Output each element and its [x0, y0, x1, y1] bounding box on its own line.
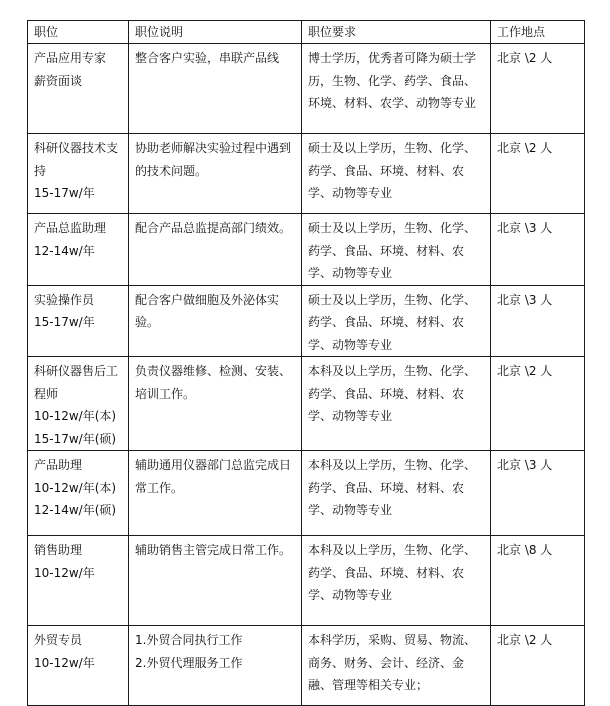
position-salary: 10-12w/年 [34, 565, 95, 580]
position-salary: 15-17w/年 [34, 186, 95, 200]
position-cell [28, 451, 129, 536]
position-title: 科研仪器技术支持 [34, 141, 119, 178]
header-description: 职位说明 [129, 21, 302, 44]
position-salary: 10-12w/年 [34, 655, 95, 670]
position-salary: 薪资面谈 [34, 73, 83, 88]
table-row [28, 357, 585, 451]
position-title: 外贸专员 [34, 633, 83, 647]
requirements-cell: 硕士及以上学历，生物、化学、药学、食品、环境、材料、农学、动物等专业 [302, 134, 491, 214]
position-salary: 15-17w/年(硕) [34, 431, 117, 446]
position-cell [28, 285, 129, 357]
position-title: 实验操作员 [34, 292, 95, 307]
description-item: 2.外贸代理服务工作 [135, 655, 243, 670]
description-item: 1.外贸合同执行工作 [135, 633, 243, 647]
table-row [28, 285, 585, 357]
requirements-cell: 硕士及以上学历，生物、化学、药学、食品、环境、材料、农学、动物等专业 [302, 214, 491, 286]
description-cell [129, 285, 302, 357]
description-cell [129, 134, 302, 214]
location-cell: 北京 \8 人 [491, 536, 585, 626]
description-text: 负责仪器维修、检测、安装、培训工作。 [135, 364, 292, 401]
header-requirements: 职位要求 [302, 21, 491, 44]
description-cell [129, 357, 302, 451]
position-title: 产品总监助理 [34, 221, 107, 235]
location-cell: 北京 \3 人 [491, 451, 585, 536]
position-title: 产品助理 [34, 458, 83, 472]
description-cell [129, 44, 302, 134]
position-cell [28, 357, 129, 451]
description-text: 配合客户做细胞及外泌体实验。 [135, 292, 280, 329]
location-cell: 北京 \3 人 [491, 285, 585, 357]
table-row [28, 451, 585, 536]
description-text: 整合客户实验，串联产品线 [135, 51, 280, 65]
location-cell: 北京 \3 人 [491, 214, 585, 286]
table-row [28, 214, 585, 286]
description-cell [129, 214, 302, 286]
requirements-cell: 本科及以上学历，生物、化学、药学、食品、环境、材料、农学、动物等专业 [302, 357, 491, 451]
header-position: 职位 [28, 21, 129, 44]
position-salary: 12-14w/年(硕) [34, 503, 117, 517]
table-row [28, 44, 585, 134]
position-cell [28, 134, 129, 214]
position-cell [28, 626, 129, 706]
position-cell [28, 214, 129, 286]
requirements-cell: 博士学历，优秀者可降为硕士学历，生物、化学、药学、食品、环境、材料、农学、动物等专业 [302, 44, 491, 134]
description-cell [129, 536, 302, 626]
table-header-row [28, 21, 585, 44]
table-row [28, 536, 585, 626]
position-cell [28, 44, 129, 134]
job-table [27, 20, 585, 706]
description-text: 辅助销售主管完成日常工作。 [135, 543, 292, 557]
position-cell [28, 536, 129, 626]
table-row [28, 134, 585, 214]
position-salary: 15-17w/年 [34, 315, 95, 329]
location-cell: 北京 \2 人 [491, 134, 585, 214]
header-location: 工作地点 [491, 21, 585, 44]
position-salary: 10-12w/年(本) [34, 480, 117, 495]
position-title: 产品应用专家 [34, 51, 107, 65]
position-title: 科研仪器售后工程师 [34, 364, 119, 401]
location-cell: 北京 \2 人 [491, 357, 585, 451]
requirements-cell: 硕士及以上学历，生物、化学、药学、食品、环境、材料、农学、动物等专业 [302, 285, 491, 357]
location-cell: 北京 \2 人 [491, 44, 585, 134]
description-text: 辅助通用仪器部门总监完成日常工作。 [135, 458, 292, 495]
location-cell: 北京 \2 人 [491, 626, 585, 706]
requirements-cell: 本科及以上学历，生物、化学、药学、食品、环境、材料、农学、动物等专业 [302, 451, 491, 536]
description-text: 配合产品总监提高部门绩效。 [135, 221, 292, 235]
position-salary: 12-14w/年 [34, 243, 95, 258]
position-salary: 10-12w/年(本) [34, 409, 117, 423]
description-text: 协助老师解决实验过程中遇到的技术问题。 [135, 141, 292, 178]
table-row [28, 626, 585, 706]
description-cell [129, 451, 302, 536]
description-cell [129, 626, 302, 706]
requirements-cell: 本科及以上学历，生物、化学、药学、食品、环境、材料、农学、动物等专业 [302, 536, 491, 626]
position-title: 销售助理 [34, 543, 83, 557]
requirements-cell: 本科学历，采购、贸易、物流、商务、财务、会计、经济、金融、管理等相关专业； [302, 626, 491, 706]
